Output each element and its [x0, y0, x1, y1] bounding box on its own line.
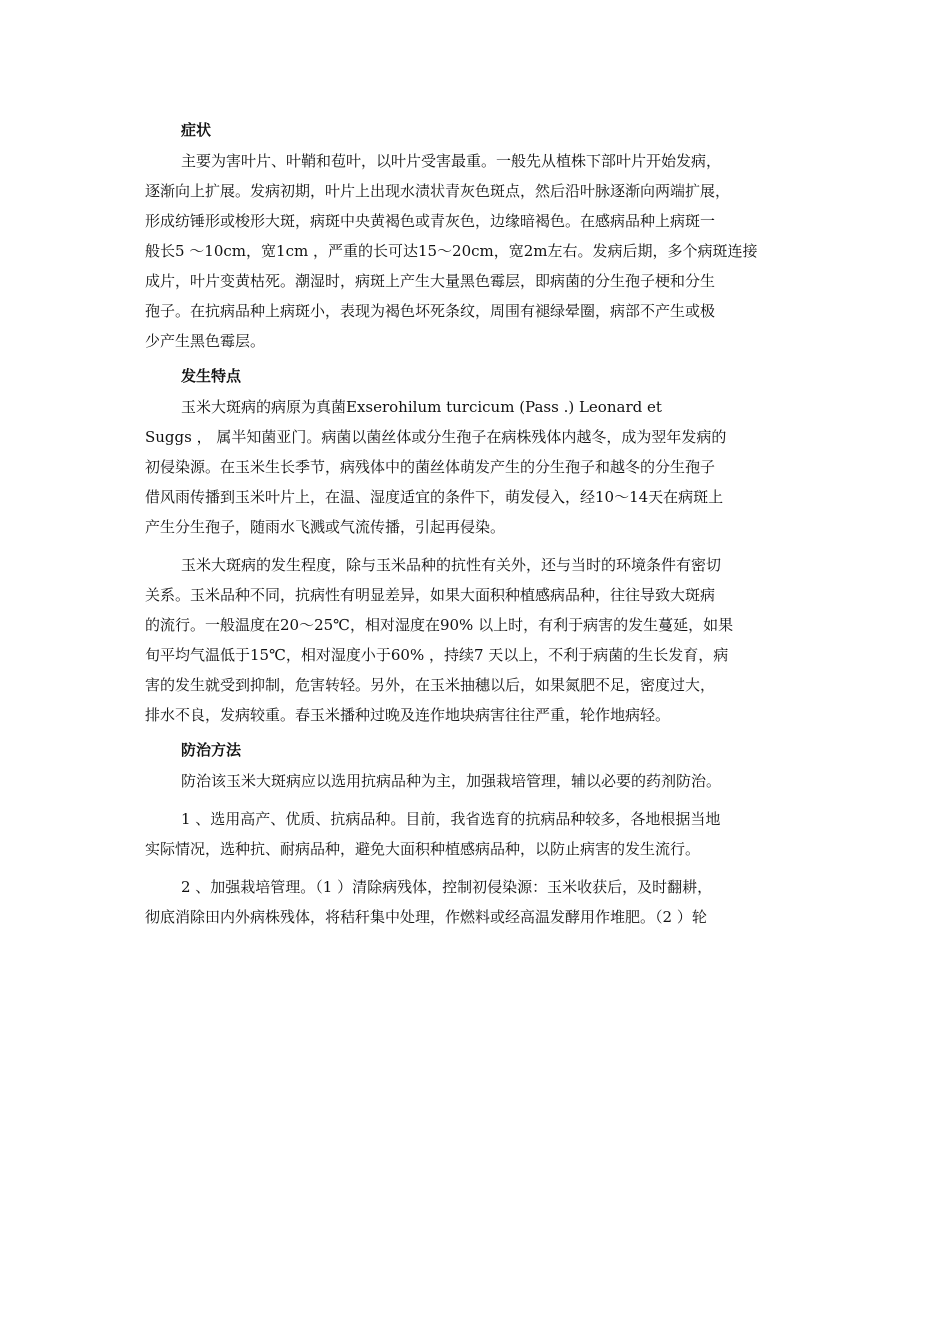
section-heading-symptoms: 症状: [181, 121, 212, 139]
paragraph-pathogen: [145, 392, 811, 542]
text-line: 关系。玉米品种不同，抗病性有明显差异，如果大面积种植感病品种，往往导致大斑病: [145, 586, 716, 604]
text-line: 逐渐向上扩展。发病初期，叶片上出现水渍状青灰色斑点，然后沿叶脉逐渐向两端扩展，: [145, 182, 731, 200]
paragraph-symptoms: [145, 146, 811, 356]
text-line: 玉米大斑病的发生程度，除与玉米品种的抗性有关外，还与当时的环境条件有密切: [181, 556, 722, 574]
text-line: 害的发生就受到抑制，危害转轻。另外，在玉米抽穗以后，如果氮肥不足，密度过大，: [145, 676, 716, 694]
text-line: 孢子。在抗病品种上病斑小，表现为褐色坏死条纹，周围有褪绿晕圈，病部不产生或极: [145, 302, 716, 320]
text-line: 形成纺锤形或梭形大斑，病斑中央黄褐色或青灰色，边缘暗褐色。在感病品种上病斑一: [145, 212, 716, 230]
document-page: [145, 112, 811, 940]
text-line: 借风雨传播到玉米叶片上，在温、湿度适宜的条件下，萌发侵入，经10～14天在病斑上: [145, 488, 724, 506]
text-line: 排水不良，发病较重。春玉米播种过晚及连作地块病害往往严重，轮作地病轻。: [145, 706, 671, 724]
text-line: 成片，叶片变黄枯死。潮湿时，病斑上产生大量黑色霉层，即病菌的分生孢子梗和分生: [145, 272, 716, 290]
text-line: 般长5 ～10cm，宽1cm ，严重的长可达15～20cm，宽2m左右。发病后期，多个病斑连接: [145, 242, 758, 260]
text-line: 实际情况，选种抗、耐病品种，避免大面积种植感病品种，以防止病害的发生流行。: [145, 840, 701, 858]
paragraph-control-2: [145, 872, 811, 932]
text-line: 1 、选用高产、优质、抗病品种。目前，我省选育的抗病品种较多，各地根据当地: [181, 810, 721, 828]
text-line: 彻底消除田内外病株残体，将秸秆集中处理，作燃料或经高温发酵用作堆肥。（2 ）轮: [145, 908, 707, 926]
text-line: 的流行。一般温度在20～25℃，相对湿度在90% 以上时，有利于病害的发生蔓延，如果: [145, 616, 734, 634]
text-line: 少产生黑色霉层。: [145, 332, 266, 350]
section-heading-control: 防治方法: [181, 741, 242, 759]
section-heading-occurrence: 发生特点: [181, 367, 242, 385]
text-line: 防治该玉米大斑病应以选用抗病品种为主，加强栽培管理，辅以必要的药剂防治。: [181, 772, 722, 790]
paragraph-control-intro: [145, 766, 811, 796]
text-line: 主要为害叶片、叶鞘和苞叶，以叶片受害最重。一般先从植株下部叶片开始发病，: [181, 152, 722, 170]
text-line: 初侵染源。在玉米生长季节，病残体中的菌丝体萌发产生的分生孢子和越冬的分生孢子: [145, 458, 716, 476]
text-line: 2 、加强栽培管理。（1 ）清除病残体，控制初侵染源：玉米收获后，及时翻耕，: [181, 878, 713, 896]
text-line: 旬平均气温低于15℃，相对湿度小于60% ，持续7 天以上，不利于病菌的生长发育，病: [145, 646, 729, 664]
text-line: Suggs ， 属半知菌亚门。病菌以菌丝体或分生孢子在病株残体内越冬，成为翌年发病的: [145, 428, 727, 446]
text-line: 产生分生孢子，随雨水飞溅或气流传播，引起再侵染。: [145, 518, 506, 536]
text-line: 玉米大斑病的病原为真菌Exserohilum turcicum (Pass .) Leonard et: [181, 398, 662, 416]
paragraph-control-1: [145, 804, 811, 864]
paragraph-conditions: [145, 550, 811, 730]
